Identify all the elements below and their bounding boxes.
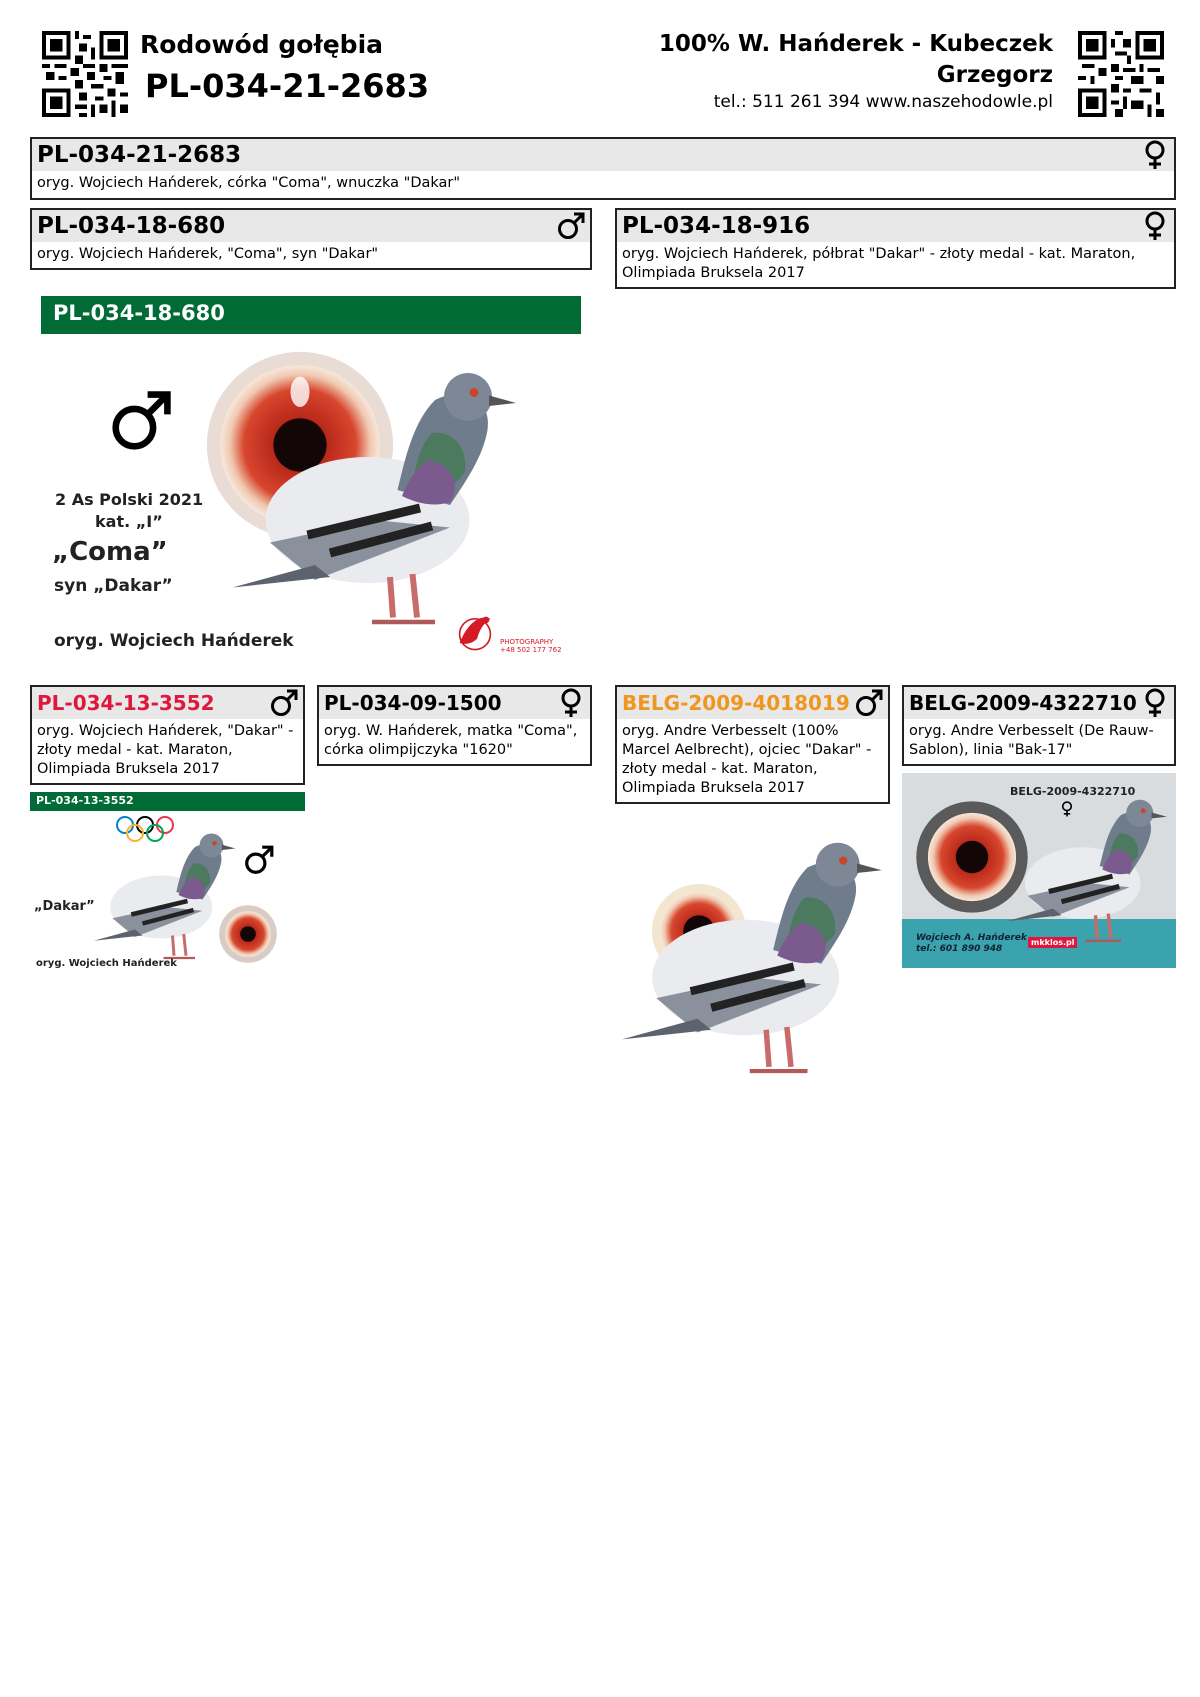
pigeon-image [225, 340, 525, 640]
grandparent-3-description: oryg. Andre Verbesselt (100% Marcel Aelbrecht), ojciec "Dakar" - złoty medal - kat. Maraton, Olimpiada Bruksela 2017 [622, 723, 872, 796]
male-symbol-icon [269, 688, 299, 718]
grandparent-1-photo-name: „Dakar” [34, 899, 95, 914]
father-photo-line-3: „Coma” [52, 537, 168, 567]
grandparent-card-1 [30, 685, 305, 785]
female-symbol-icon [1140, 688, 1170, 718]
pigeon-image [615, 810, 890, 1090]
male-symbol-icon [556, 211, 586, 241]
subject-card [30, 137, 1176, 200]
grandparent-4-ring: BELG-2009-4322710 [909, 691, 1137, 715]
photo-credit [500, 638, 562, 654]
father-photo [30, 290, 592, 660]
document-ring: PL-034-21-2683 [145, 67, 430, 105]
grandparent-card-2 [317, 685, 592, 766]
grandparent-card-4 [902, 685, 1176, 766]
grandparent-3-photo [615, 810, 890, 1090]
mother-card-header [617, 210, 1174, 242]
mother-ring: PL-034-18-916 [622, 213, 811, 239]
father-description: oryg. Wojciech Hańderek, "Coma", syn "Dakar" [37, 246, 379, 262]
photo-credit-line-1: PHOTOGRAPHY [500, 638, 554, 646]
grandparent-4-photo-footer-line-1: Wojciech A. Hańderek [916, 933, 1027, 943]
grandparent-3-ring: BELG-2009-4018019 [622, 691, 850, 715]
mother-description: oryg. Wojciech Hańderek, półbrat "Dakar" - złoty medal - kat. Maraton, Olimpiada Bruksela 2017 [622, 246, 1136, 281]
father-photo-line-2: kat. „I” [95, 512, 163, 531]
grandparent-card-2-header [319, 687, 590, 719]
father-ring: PL-034-18-680 [37, 213, 226, 239]
grandparent-1-photo-footer: oryg. Wojciech Hańderek [36, 958, 177, 969]
breeder-contact: tel.: 511 261 394 www.naszehodowle.pl [713, 92, 1053, 112]
photographer-bird-logo [453, 610, 497, 654]
grandparent-2-ring: PL-034-09-1500 [324, 691, 502, 715]
document-title: Rodowód gołębia [140, 30, 384, 59]
grandparent-card-4-header [904, 687, 1174, 719]
father-photo-banner [41, 296, 581, 334]
grandparent-4-photo [902, 773, 1176, 968]
grandparent-card-3-header [617, 687, 888, 719]
grandparent-4-photo-badge: mkklos.pl [1028, 937, 1077, 948]
grandparent-1-photo-banner-text: PL-034-13-3552 [36, 794, 134, 807]
father-card-header [32, 210, 590, 242]
grandparent-card-3 [615, 685, 890, 804]
grandparent-4-photo-footer [916, 933, 1027, 955]
grandparent-1-photo-banner [30, 792, 305, 811]
female-symbol-icon [1140, 211, 1170, 241]
grandparent-1-photo [30, 792, 305, 977]
father-photo-line-4: syn „Dakar” [54, 576, 173, 596]
female-symbol-icon [1140, 140, 1170, 170]
grandparent-card-1-header [32, 687, 303, 719]
subject-description: oryg. Wojciech Hańderek, córka "Coma", wnuczka "Dakar" [37, 175, 461, 191]
male-symbol-icon [854, 688, 884, 718]
grandparent-1-description: oryg. Wojciech Hańderek, "Dakar" - złoty medal - kat. Maraton, Olimpiada Bruksela 2017 [37, 723, 294, 777]
grandparent-4-description: oryg. Andre Verbesselt (De Rauw-Sablon), linia "Bak-17" [909, 723, 1154, 758]
pigeon-image [1002, 781, 1172, 951]
breeder-line-2: Grzegorz [936, 62, 1053, 88]
subject-card-header [32, 139, 1174, 171]
father-photo-line-1: 2 As Polski 2021 [55, 490, 204, 509]
grandparent-2-description: oryg. W. Hańderek, matka "Coma", córka olimpijczyka "1620" [324, 723, 578, 758]
grandparent-4-photo-footer-line-2: tel.: 601 890 948 [916, 944, 1003, 954]
pigeon-eye-image [218, 904, 278, 964]
female-symbol-icon [1059, 801, 1075, 817]
mother-card [615, 208, 1176, 289]
male-symbol-icon [243, 844, 275, 876]
father-card [30, 208, 592, 270]
breeder-line-1: 100% W. Hańderek - Kubeczek [658, 31, 1053, 57]
grandparent-1-ring: PL-034-13-3552 [37, 691, 215, 715]
female-symbol-icon [556, 688, 586, 718]
father-photo-banner-text: PL-034-18-680 [53, 301, 225, 325]
breeder-name [493, 29, 1053, 91]
male-symbol-icon [108, 388, 174, 454]
qr-code-icon [42, 31, 128, 117]
father-photo-line-5: oryg. Wojciech Hańderek [54, 631, 294, 651]
subject-ring: PL-034-21-2683 [37, 142, 242, 168]
photo-credit-line-2: +48 502 177 762 [500, 646, 562, 654]
grandparent-4-photo-ring: BELG-2009-4322710 [1010, 785, 1136, 798]
qr-code-icon [1078, 31, 1164, 117]
